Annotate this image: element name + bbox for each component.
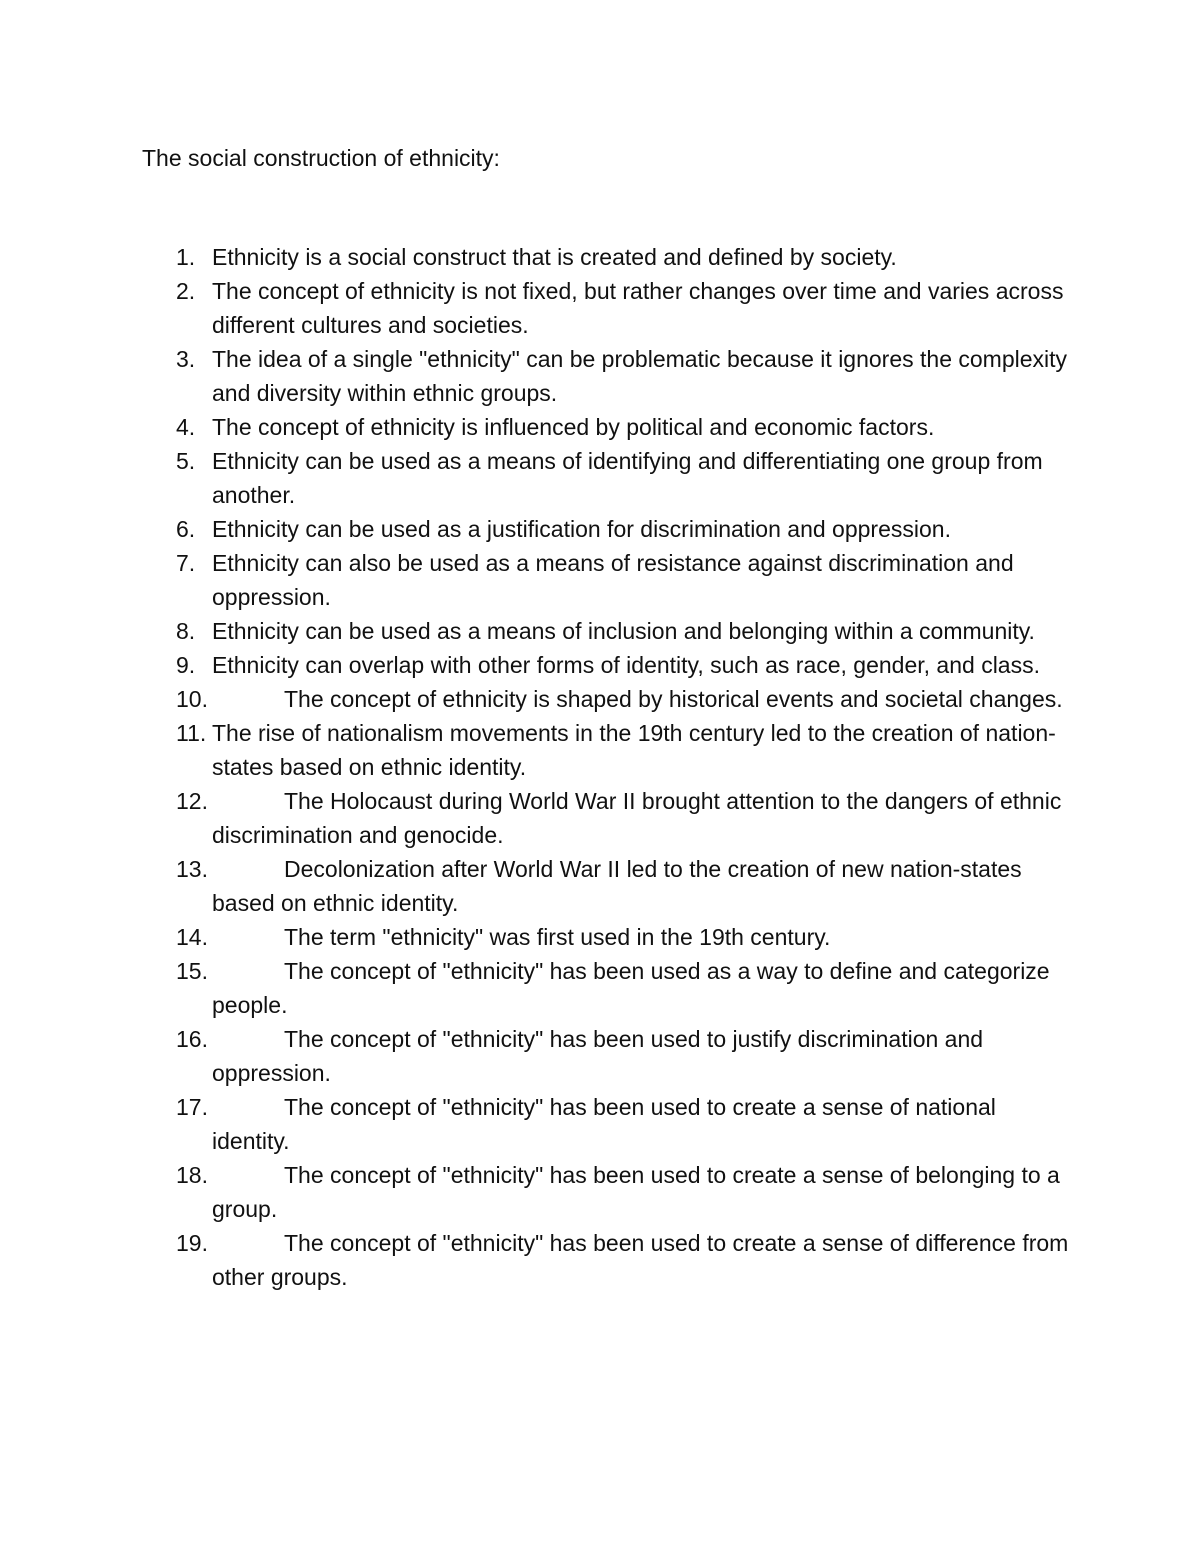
list-item-text: Ethnicity can be used as a means of inclusion and belonging within a community. bbox=[212, 618, 1035, 644]
list-item-text: The concept of ethnicity is not fixed, but rather changes over time and varies across different cultures and societies. bbox=[212, 278, 1064, 338]
list-item-number: 12. bbox=[176, 788, 208, 814]
list-item-text: Ethnicity can be used as a justification for discrimination and oppression. bbox=[212, 516, 951, 542]
list-item-number: 19. bbox=[176, 1230, 208, 1256]
list-item bbox=[0, 546, 1072, 614]
list-item-text: The concept of ethnicity is influenced by political and economic factors. bbox=[212, 414, 935, 440]
list-item-number: 14. bbox=[176, 924, 208, 950]
list-item-number: 2. bbox=[176, 278, 196, 304]
list-item bbox=[0, 1022, 1072, 1090]
list-item-number: 11. bbox=[176, 720, 207, 746]
list-item-number: 18. bbox=[176, 1162, 208, 1188]
list-item bbox=[0, 274, 1072, 342]
list-item-text: The concept of "ethnicity" has been used to create a sense of difference from other groups. bbox=[212, 1230, 1069, 1290]
list-item bbox=[0, 682, 1072, 716]
list-item-text: Ethnicity is a social construct that is created and defined by society. bbox=[212, 244, 897, 270]
list-item-number: 8. bbox=[176, 618, 196, 644]
list-item-text: Ethnicity can also be used as a means of resistance against discrimination and oppression. bbox=[212, 550, 1014, 610]
list-item-text: The concept of "ethnicity" has been used as a way to define and categorize people. bbox=[212, 958, 1050, 1018]
list-item bbox=[0, 1090, 1072, 1158]
list-item-number: 5. bbox=[176, 448, 196, 474]
list-item-text: The rise of nationalism movements in the 19th century led to the creation of nation-states based on ethnic identity. bbox=[212, 720, 1056, 780]
list-item-text: The idea of a single "ethnicity" can be problematic because it ignores the complexity and diversity within ethnic groups. bbox=[212, 346, 1068, 406]
list-item-text: Ethnicity can be used as a means of identifying and differentiating one group from another. bbox=[212, 448, 1043, 508]
list-item bbox=[0, 1226, 1072, 1294]
list-item-number: 7. bbox=[176, 550, 196, 576]
list-item bbox=[0, 1158, 1072, 1226]
list-item bbox=[0, 784, 1072, 852]
list-item bbox=[0, 852, 1072, 920]
list-item bbox=[0, 648, 1072, 682]
list-item bbox=[0, 240, 1072, 274]
list-item-number: 10. bbox=[176, 686, 208, 712]
list-item bbox=[0, 342, 1072, 410]
list-item-text: The term "ethnicity" was first used in the 19th century. bbox=[284, 924, 831, 950]
list-item-text: The Holocaust during World War II brought attention to the dangers of ethnic discrimination and genocide. bbox=[212, 788, 1062, 848]
list-item-text: Ethnicity can overlap with other forms of identity, such as race, gender, and class. bbox=[212, 652, 1040, 678]
list-item-text: Decolonization after World War II led to the creation of new nation-states based on ethnic identity. bbox=[212, 856, 1022, 916]
list-item-text: The concept of "ethnicity" has been used to create a sense of national identity. bbox=[212, 1094, 996, 1154]
list-item-number: 9. bbox=[176, 652, 196, 678]
list-item bbox=[0, 920, 1072, 954]
list-item-number: 1. bbox=[176, 244, 196, 270]
list-item-number: 17. bbox=[176, 1094, 208, 1120]
list-item-number: 4. bbox=[176, 414, 196, 440]
list-item-text: The concept of "ethnicity" has been used to justify discrimination and oppression. bbox=[212, 1026, 984, 1086]
list-item bbox=[0, 512, 1072, 546]
list-item bbox=[0, 410, 1072, 444]
list-item-number: 6. bbox=[176, 516, 196, 542]
list-item bbox=[0, 954, 1072, 1022]
list-item-number: 16. bbox=[176, 1026, 208, 1052]
list-item-number: 13. bbox=[176, 856, 208, 882]
list-item-text: The concept of ethnicity is shaped by historical events and societal changes. bbox=[284, 686, 1063, 712]
document-title: The social construction of ethnicity: bbox=[142, 145, 500, 171]
list-item bbox=[0, 716, 1072, 784]
list-item-number: 3. bbox=[176, 346, 196, 372]
list-item bbox=[0, 614, 1072, 648]
list-item bbox=[0, 444, 1072, 512]
list-item-number: 15. bbox=[176, 958, 208, 984]
ethnicity-points-list bbox=[0, 240, 1200, 1294]
list-item-text: The concept of "ethnicity" has been used to create a sense of belonging to a group. bbox=[212, 1162, 1060, 1222]
